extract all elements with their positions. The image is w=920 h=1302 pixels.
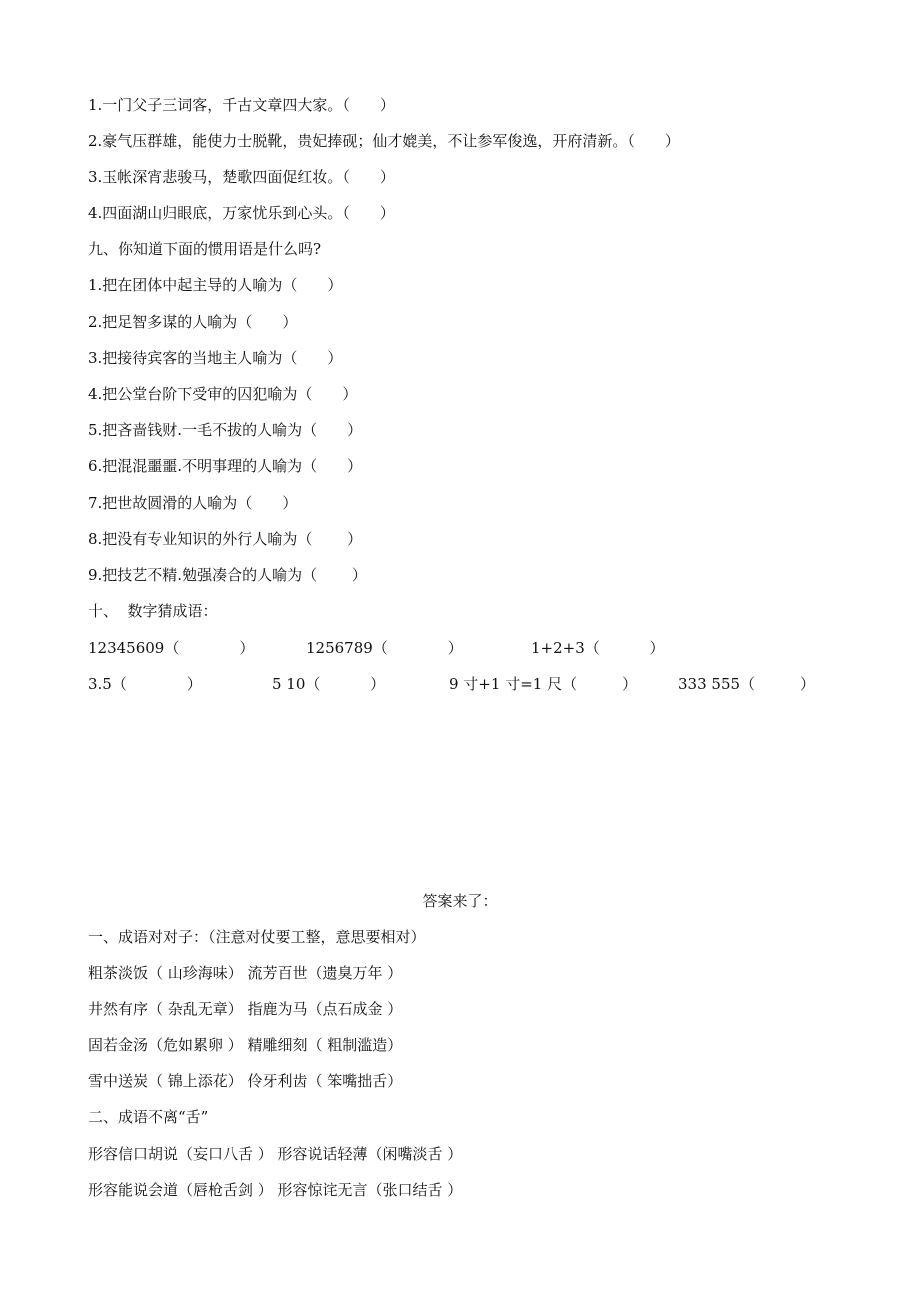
riddle-item: 9 寸+1 寸=1 尺（ ） <box>449 675 638 693</box>
question-line: 9.把技艺不精.勉强凑合的人喻为（ ） <box>88 566 367 584</box>
section-heading: 十、 数字猜成语： <box>88 602 218 620</box>
riddle-item: 3.5（ ） <box>88 675 202 693</box>
question-line: 3.玉帐深宵悲骏马，楚歌四面促红妆。（ ） <box>88 168 395 186</box>
question-line: 4.四面湖山归眼底，万家忧乐到心头。（ ） <box>88 204 395 222</box>
question-line: 1.一门父子三词客，千古文章四大家。（ ） <box>88 96 395 114</box>
answer-line: 粗茶淡饭（ 山珍海味） 流芳百世（遗臭万年 ） <box>88 964 403 982</box>
riddle-item: 12345609（ ） <box>88 639 255 657</box>
question-line: 2.豪气压群雄，能使力士脱靴，贵妃捧砚；仙才媲美，不让参军俊逸，开府清新。（ ） <box>88 132 680 150</box>
question-line: 3.把接待宾客的当地主人喻为（ ） <box>88 349 343 367</box>
section-heading: 二、成语不离“舌” <box>88 1108 209 1126</box>
section-heading: 九、你知道下面的惯用语是什么吗? <box>88 240 322 258</box>
answer-line: 形容能说会道（唇枪舌剑 ） 形容惊诧无言（张口结舌 ） <box>88 1181 463 1199</box>
question-line: 7.把世故圆滑的人喻为（ ） <box>88 494 298 512</box>
question-line: 4.把公堂台阶下受审的囚犯喻为（ ） <box>88 385 358 403</box>
section-heading: 一、成语对对子：（注意对仗要工整，意思要相对） <box>88 928 426 946</box>
answer-line: 井然有序（ 杂乱无章） 指鹿为马（点石成金 ） <box>88 1000 403 1018</box>
riddle-item: 1+2+3（ ） <box>531 639 665 657</box>
question-line: 8.把没有专业知识的外行人喻为（ ） <box>88 530 363 548</box>
answers-title: 答案来了： <box>422 892 498 910</box>
question-line: 6.把混混噩噩.不明事理的人喻为（ ） <box>88 457 363 475</box>
answer-line: 形容信口胡说（妄口八舌 ） 形容说话轻薄（闲嘴淡舌 ） <box>88 1145 463 1163</box>
question-line: 2.把足智多谋的人喻为（ ） <box>88 313 298 331</box>
answer-line: 雪中送炭（ 锦上添花） 伶牙利齿（ 笨嘴拙舌） <box>88 1072 403 1090</box>
question-line: 1.把在团体中起主导的人喻为（ ） <box>88 276 343 294</box>
question-line: 5.把吝啬钱财.一毛不拔的人喻为（ ） <box>88 421 363 439</box>
riddle-item: 1256789（ ） <box>306 639 463 657</box>
riddle-item: 5 10（ ） <box>272 675 386 693</box>
answer-line: 固若金汤（危如累卵 ） 精雕细刻（ 粗制滥造） <box>88 1036 403 1054</box>
riddle-item: 333 555（ ） <box>678 675 816 693</box>
